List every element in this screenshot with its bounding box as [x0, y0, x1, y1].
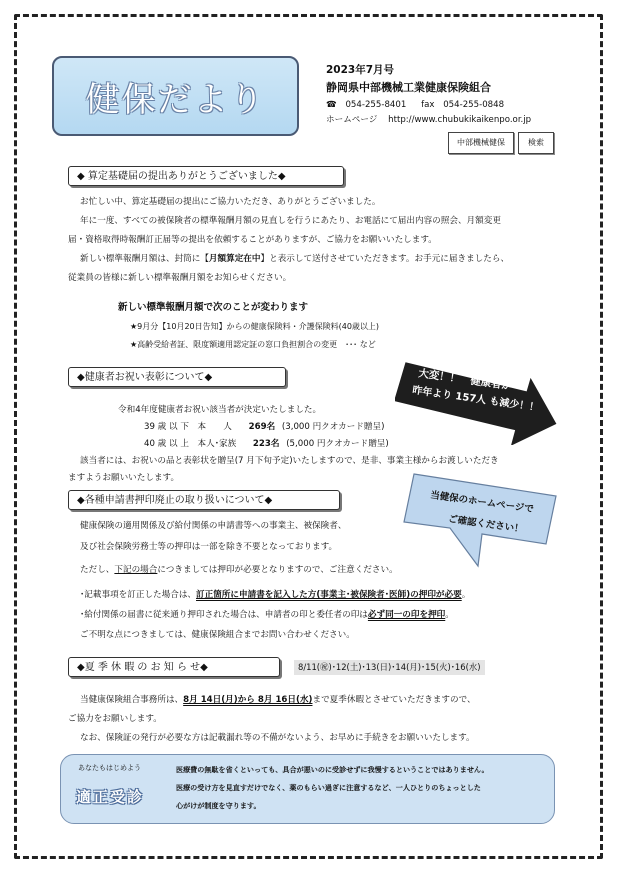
section1-heading: ◆ 算定基礎届の提出ありがとうございました◆	[68, 166, 344, 186]
s3-correction-rule: 訂正箇所に申請書を記入した方(事業主･被保険者･医師)の押印が必要	[196, 590, 462, 600]
s2-row1-count: 269名	[248, 422, 276, 432]
s2-row2-note: (5,000 円クオカード贈呈)	[286, 439, 389, 449]
phone-icon: ☎	[326, 100, 337, 110]
footer-lead: あなたもはじめよう	[78, 764, 141, 772]
s1-bullet2: ★高齢受給者証、限度額適用認定証の窓口負担割合の変更 ･･･ など	[130, 340, 376, 349]
homepage-line	[326, 114, 531, 127]
newsletter-title: 健保だより	[85, 79, 266, 120]
s1-p2b: 届・資格取得時報酬訂正届等の提出を依頼することがありますが、ご協力をお願いいたします。	[68, 235, 437, 245]
homepage-url[interactable]: http://www.chubukikaikenpo.or.jp	[388, 115, 532, 125]
org-name: 静岡県中部機械工業健康保険組合	[326, 81, 491, 94]
s2-row2-label: 40 歳 以 上 本人･家族	[144, 439, 237, 449]
issue-date: 2023年7月号	[326, 64, 395, 76]
section2-heading: ◆健康者お祝い表彰について◆	[68, 367, 286, 387]
footer-line2: 医療の受け方を見直すだけでなく、薬のもらい過ぎに注意するなど、一人ひとりのちょっとした	[176, 783, 481, 792]
section3-heading: ◆各種申請書押印廃止の取り扱いについて◆	[68, 490, 340, 510]
newsletter-title-banner	[52, 56, 299, 136]
s2-p2a: 該当者には、お祝いの品と表彰状を贈呈(7 月下旬予定)いたしますので、是非、事業主様からお渡しいただき	[80, 456, 499, 466]
s4-p3: なお、保険証の発行が必要な方は記載漏れ等の不備がないよう、お早めに手続きをお願いいたします。	[80, 733, 475, 743]
s4-p1: 当健康保険組合事務所は、8月 14日(月)から 8月 16日(水)まで夏季休暇とさせていただきますので、	[80, 695, 476, 705]
s1-p2a: 年に一度、すべての被保険者の標準報酬月額の見直しを行うにあたり、お電話にて届出内容の照会、月額変更	[80, 216, 501, 226]
s3-p1: 健康保険の適用関係及び給付関係の申請書等への事業主、被保険者、	[80, 521, 347, 531]
s3-p6: ご不明な点につきましては、健康保険組合までお問い合わせください。	[80, 630, 355, 640]
s2-row2-count: 223名	[252, 439, 280, 449]
s1-p1: お忙しい中、算定基礎届の提出にご協力いただき、ありがとうございました。	[80, 197, 381, 207]
s3-p4: ･記載事項を訂正した場合は、訂正箇所に申請書を記入した方(事業主･被保険者･医師)の押印が必要。	[80, 590, 471, 600]
s1-bullet1: ★9月分【10月20日告知】からの健康保険料・介護保険料(40歳以上)	[130, 322, 380, 331]
search-term-box[interactable]: 中部機械健保	[448, 132, 514, 154]
s1-envelope-label: 月額算定在中	[208, 254, 261, 264]
homepage-callout-line2: ご確認ください！	[447, 513, 525, 536]
fax-label: fax	[421, 100, 435, 110]
homepage-callout-line1: 当健保のホームページで	[429, 489, 535, 516]
s3-same-seal-rule: 必ず同一の印を押印	[367, 610, 446, 620]
s4-p2: ご協力をお願いします。	[68, 714, 162, 724]
decline-callout-line2: 昨年より 157人 も減少！！	[411, 385, 540, 414]
search-button[interactable]: 検索	[518, 132, 554, 154]
s2-p1: 令和4年度健康者お祝い該当者が決定いたしました。	[118, 405, 322, 415]
s2-row1-label: 39 歳 以 下 本 人	[144, 422, 232, 432]
homepage-label: ホームページ	[326, 115, 378, 125]
s3-p3: ただし、下記の場合につきましては押印が必要となりますので、ご注意ください。	[80, 565, 398, 575]
holiday-dates: 8/11(㊗)･12(土)･13(日)･14(月)･15(火)･16(水)	[294, 660, 485, 675]
s2-row1-note: (3,000 円クオカード贈呈)	[281, 422, 385, 432]
s3-underlined-case: 下記の場合	[114, 565, 158, 575]
phone-number: 054-255-8401	[345, 100, 407, 110]
s3-p2: 及び社会保険労務士等の押印は一部を除き不要となっております。	[80, 542, 338, 552]
contact-line	[326, 99, 504, 112]
s4-holiday-range: 8月 14日(月)から 8月 16日(水)	[183, 695, 313, 705]
s2-row1	[144, 421, 384, 434]
s1-sub-heading: 新しい標準報酬月額で次のことが変わります	[118, 302, 309, 313]
s1-p4: 従業員の皆様に新しい標準報酬月額をお知らせください。	[68, 273, 292, 283]
proper-consultation-logo: 適正受診	[76, 788, 145, 806]
s2-p2b: ますようお願いいたします。	[68, 473, 180, 483]
footer-line1: 医療費の無駄を省くといっても、具合が悪いのに受診せずに我慢するということではありません。	[176, 765, 489, 774]
s2-row2	[144, 438, 389, 451]
fax-number: 054-255-0848	[443, 100, 505, 110]
section4-heading: ◆夏 季 休 暇 の お 知 ら せ◆	[68, 657, 280, 677]
footer-line3: 心がけが制度を守ります。	[176, 801, 261, 810]
s3-p5: ･給付関係の届書に従来通り押印された場合は、申請者の印と委任者の印は必ず同一の印を押印。	[80, 610, 454, 620]
s1-p3: 新しい標準報酬月額は、封筒に【月額算定在中】と表示して送付させていただきます。お手元に届きましたら、	[80, 254, 510, 264]
decline-callout-line1: 大変！！ 健康者が	[417, 367, 513, 393]
